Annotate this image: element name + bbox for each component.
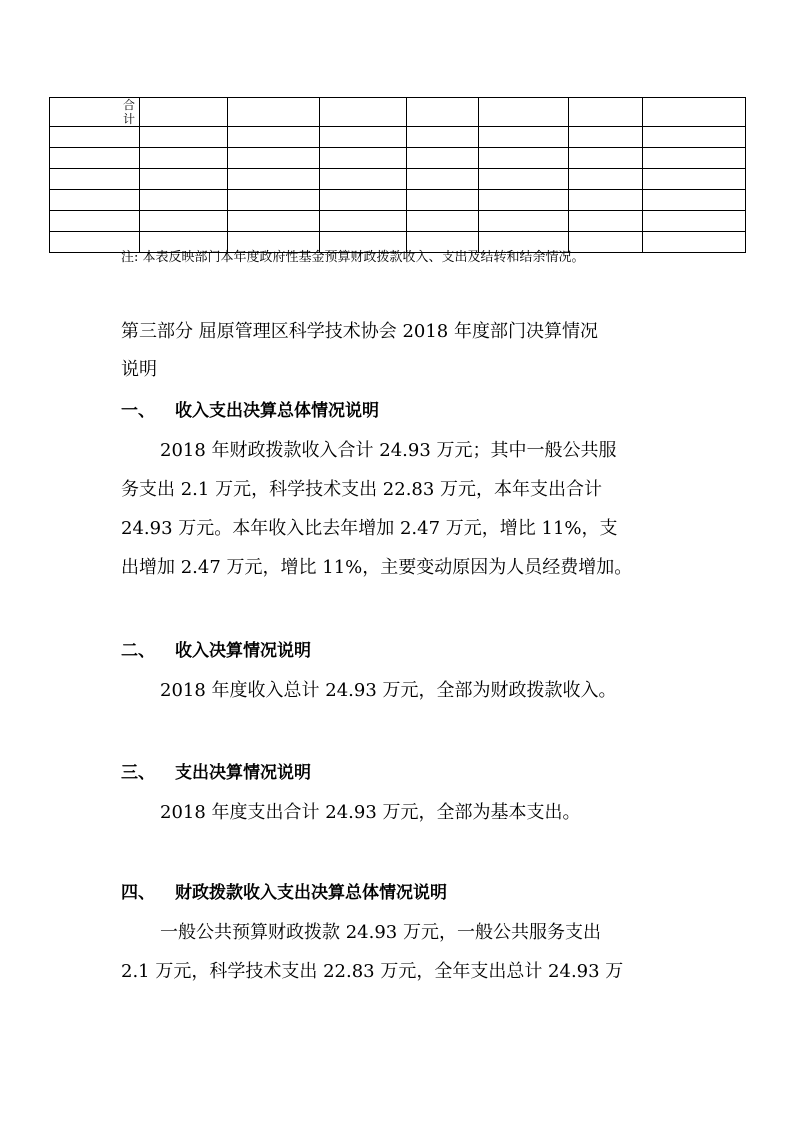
section-number: 一、 — [121, 401, 155, 421]
table-cell — [140, 169, 228, 190]
table-cell — [140, 211, 228, 232]
table-note: 注: 本表反映部门本年度政府性基金预算财政拨款收入、支出及结转和结余情况。 — [121, 250, 585, 265]
table-cell — [228, 211, 320, 232]
table-cell — [569, 190, 643, 211]
table-cell — [320, 211, 407, 232]
paragraph-line: 2018 年财政拨款收入合计 24.93 万元；其中一般公共服 — [160, 440, 617, 461]
table-cell — [50, 211, 140, 232]
table-cell — [140, 127, 228, 148]
part-title: 第三部分 屈原管理区科学技术协会 2018 年度部门决算情况 — [121, 321, 598, 342]
table-cell — [50, 169, 140, 190]
table-cell — [407, 148, 479, 169]
table-cell — [479, 98, 569, 127]
table-cell — [479, 169, 569, 190]
table-cell — [479, 148, 569, 169]
table-cell — [228, 148, 320, 169]
table-cell — [228, 127, 320, 148]
section-heading-1 — [121, 398, 379, 424]
table-cell — [479, 127, 569, 148]
paragraph-line: 一般公共预算财政拨款 24.93 万元，一般公共服务支出 — [160, 922, 601, 943]
paragraph-line: 务支出 2.1 万元，科学技术支出 22.83 万元，本年支出合计 — [121, 479, 603, 500]
table-cell — [407, 211, 479, 232]
section-heading-2 — [121, 638, 311, 664]
table-cell — [228, 190, 320, 211]
table-cell — [643, 127, 746, 148]
table-cell — [228, 98, 320, 127]
part-title-cont: 说明 — [121, 359, 157, 380]
section-number: 三、 — [121, 763, 155, 783]
table-cell — [140, 190, 228, 211]
table-cell — [228, 169, 320, 190]
table-row — [50, 148, 746, 169]
table-cell — [643, 148, 746, 169]
table-row — [50, 169, 746, 190]
table-cell — [479, 190, 569, 211]
table-cell — [643, 211, 746, 232]
table-cell — [643, 190, 746, 211]
fund-budget-table — [49, 97, 746, 253]
table-cell — [643, 232, 746, 253]
paragraph-line: 2018 年度支出合计 24.93 万元，全部为基本支出。 — [160, 802, 581, 823]
table-cell — [407, 190, 479, 211]
table-cell — [140, 148, 228, 169]
table-cell — [479, 211, 569, 232]
table-cell — [407, 98, 479, 127]
table-cell — [320, 169, 407, 190]
table-cell — [569, 211, 643, 232]
section-title: 支出决算情况说明 — [175, 763, 311, 783]
table-cell — [320, 98, 407, 127]
table-row — [50, 190, 746, 211]
table-cell — [140, 98, 228, 127]
table-cell — [50, 190, 140, 211]
table-cell — [643, 169, 746, 190]
section-title: 收入决算情况说明 — [175, 641, 311, 661]
paragraph-line: 出增加 2.47 万元，增比 11%，主要变动原因为人员经费增加。 — [121, 557, 633, 578]
table-row — [50, 211, 746, 232]
table-cell — [569, 169, 643, 190]
paragraph-line: 2.1 万元，科学技术支出 22.83 万元，全年支出总计 24.93 万 — [121, 961, 624, 982]
section-heading-3 — [121, 760, 311, 786]
table-cell — [643, 98, 746, 127]
paragraph-line: 2018 年度收入总计 24.93 万元，全部为财政拨款收入。 — [160, 680, 617, 701]
table-cell — [50, 127, 140, 148]
paragraph-line: 24.93 万元。本年收入比去年增加 2.47 万元，增比 11%，支 — [121, 518, 618, 539]
section-title: 收入支出决算总体情况说明 — [175, 401, 379, 421]
section-heading-4 — [121, 880, 447, 906]
table-row — [50, 127, 746, 148]
table-total-row — [50, 98, 746, 127]
table-cell — [569, 127, 643, 148]
table-cell — [320, 190, 407, 211]
table-cell — [569, 148, 643, 169]
section-number: 四、 — [121, 883, 155, 903]
section-number: 二、 — [121, 641, 155, 661]
section-title: 财政拨款收入支出决算总体情况说明 — [175, 883, 447, 903]
table-cell — [320, 148, 407, 169]
table-cell — [50, 148, 140, 169]
table-total-label: 合计 — [50, 98, 140, 127]
table-cell — [320, 127, 407, 148]
table-cell — [569, 98, 643, 127]
table-cell — [407, 169, 479, 190]
table-cell — [407, 127, 479, 148]
